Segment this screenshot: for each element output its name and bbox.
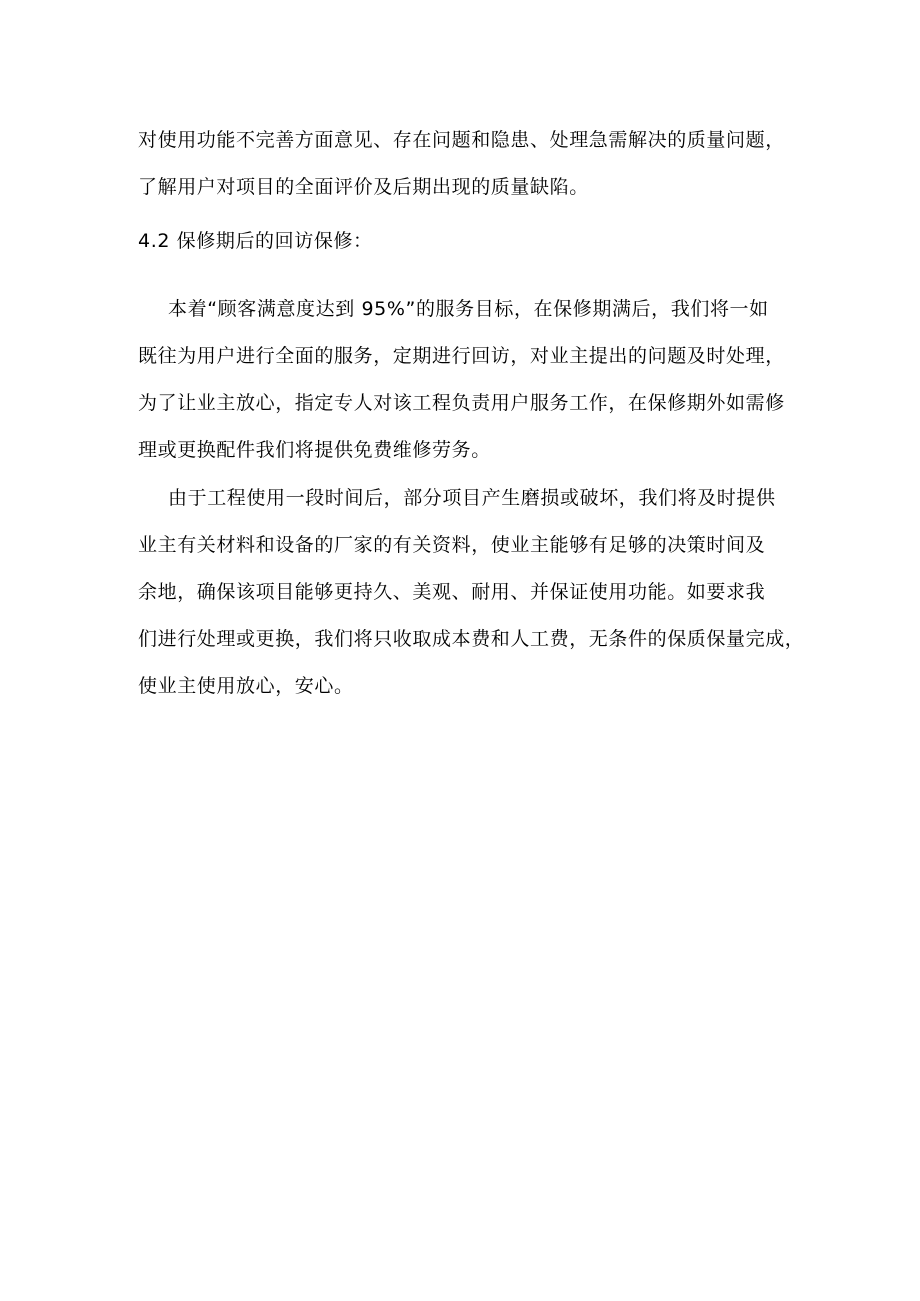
intro-line: 对使用功能不完善方面意见、存在问题和隐患、处理急需解决的质量问题， [138,129,785,151]
paragraph-line: 们进行处理或更换，我们将只收取成本费和人工费，无条件的保质保量完成， [138,628,805,650]
paragraph-line: 既往为用户进行全面的服务，定期进行回访，对业主提出的问题及时处理， [138,345,785,367]
paragraph-line: 业主有关材料和设备的厂家的有关资料，使业主能够有足够的决策时间及 [138,534,766,556]
intro-paragraph [138,117,784,211]
paragraph-line: 使业主使用放心，安心。 [138,675,354,697]
paragraph-line: 由于工程使用一段时间后，部分项目产生磨损或破坏，我们将及时提供 [168,487,776,509]
paragraph-line: 余地，确保该项目能够更持久、美观、耐用、并保证使用功能。如要求我 [138,581,766,603]
section-heading-text: 4.2 保修期后的回访保修： [138,230,373,252]
paragraph-line: 本着“顾客满意度达到 95%”的服务目标，在保修期满后，我们将一如 [168,298,769,320]
paragraph-line: 理或更换配件我们将提供免费维修劳务。 [138,439,491,461]
paragraph-repair-policy [138,475,805,710]
section-heading [138,218,784,265]
paragraph-line: 为了让业主放心，指定专人对该工程负责用户服务工作，在保修期外如需修 [138,392,785,414]
paragraph-service-goal [138,286,784,474]
intro-line: 了解用户对项目的全面评价及后期出现的质量缺陷。 [138,176,589,198]
